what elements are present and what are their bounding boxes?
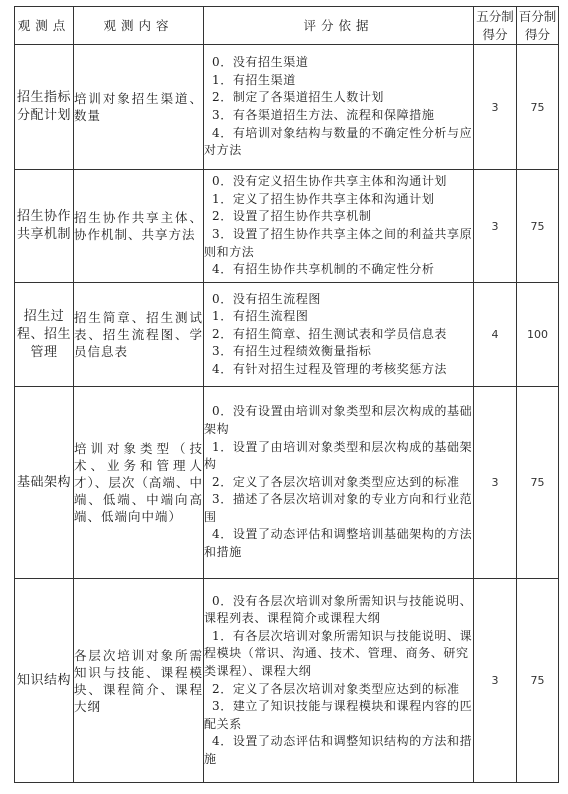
scoring-criteria [204,283,474,387]
criteria-item: 4．有招生协作共享机制的不确定性分析 [212,262,435,277]
criteria-item: 4．设置了动态评估和调整知识结构的方法和措施 [204,734,473,766]
hundred-point-score: 75 [517,579,559,783]
table-row [15,579,559,783]
criteria-item: 4．有针对招生过程及管理的考核奖惩方法 [212,361,448,376]
table-row [15,170,559,283]
criteria-item: 2．定义了各层次培训对象类型应达到的标准 [212,474,460,489]
observation-point: 招生协作共享机制 [15,170,74,283]
five-point-score: 3 [474,387,517,579]
criteria-item: 2．制定了各渠道招生人数计划 [212,90,385,105]
scoring-criteria [204,170,474,283]
header-observation-point: 观测点 [15,7,74,45]
scoring-criteria [204,579,474,783]
observation-point: 基础架构 [15,387,74,579]
criteria-item: 1．设置了由培训对象类型和层次构成的基础架构 [204,439,473,472]
criteria-item: 3．描述了各层次培训对象的专业方向和行业范围 [204,492,473,524]
header-scoring-criteria: 评分依据 [204,7,474,45]
criteria-item: 0．没有招生渠道 [212,55,309,70]
criteria-item: 1．定义了招生协作共享主体和沟通计划 [212,191,435,206]
observation-point: 招生指标分配计划 [15,45,74,170]
criteria-item: 0．没有设置由培训对象类型和层次构成的基础架构 [204,404,473,436]
hundred-point-score: 75 [517,45,559,170]
observation-content: 各层次培训对象所需知识与技能、课程模块、课程简介、课程大纲 [74,579,204,783]
scoring-criteria [204,45,474,170]
criteria-item: 1．有招生渠道 [212,72,296,87]
criteria-item: 0．没有各层次培训对象所需知识与技能说明、课程列表、课程简介或课程大纲 [204,593,473,626]
header-observation-content: 观测内容 [74,7,204,45]
criteria-item: 0．没有定义招生协作共享主体和沟通计划 [212,174,448,189]
criteria-item: 3．有各渠道招生方法、流程和保障措施 [212,108,435,122]
hundred-point-score: 100 [517,283,559,387]
scoring-criteria [204,387,474,579]
hundred-point-score: 75 [517,170,559,283]
criteria-item: 3．建立了知识技能与课程模块和课程内容的匹配关系 [204,699,473,731]
criteria-item: 0．没有招生流程图 [212,291,322,306]
five-point-score: 4 [474,283,517,387]
observation-content: 招生简章、招生测试表、招生流程图、学员信息表 [74,283,204,387]
criteria-item: 1．有各层次培训对象所需知识与技能说明、课程模块（常识、沟通、技术、管理、商务、研究类课程）、课程大纲 [204,628,473,678]
five-point-score: 3 [474,170,517,283]
criteria-item: 2．有招生简章、招生测试表和学员信息表 [212,326,448,341]
observation-content: 培训对象类型（技术、业务和管理人才）、层次（高端、中端、低端、中端向高端、低端向中端） [74,387,204,579]
observation-content: 培训对象招生渠道、数量 [74,45,204,170]
criteria-item: 3．有招生过程绩效衡量指标 [212,344,372,359]
table-header-row [15,7,559,45]
criteria-item: 2．定义了各层次培训对象类型应达到的标准 [212,681,460,696]
header-hundred-point-score: 百分制得分 [517,7,559,45]
header-five-point-score: 五分制得分 [474,7,517,45]
criteria-item: 1．有招生流程图 [212,309,309,324]
evaluation-table [14,6,559,783]
hundred-point-score: 75 [517,387,559,579]
observation-point: 知识结构 [15,579,74,783]
observation-content: 招生协作共享主体、协作机制、共享方法 [74,170,204,283]
observation-point: 招生过程、招生管理 [15,283,74,387]
five-point-score: 3 [474,45,517,170]
criteria-item: 4．有培训对象结构与数量的不确定性分析与应对方法 [204,125,473,158]
five-point-score: 3 [474,579,517,783]
criteria-item: 2．设置了招生协作共享机制 [212,209,372,224]
criteria-item: 3．设置了招生协作共享主体之间的利益共享原则和方法 [204,227,473,259]
table-row [15,45,559,170]
criteria-item: 4．设置了动态评估和调整培训基础架构的方法和措施 [204,527,473,560]
table-row [15,283,559,387]
table-row [15,387,559,579]
